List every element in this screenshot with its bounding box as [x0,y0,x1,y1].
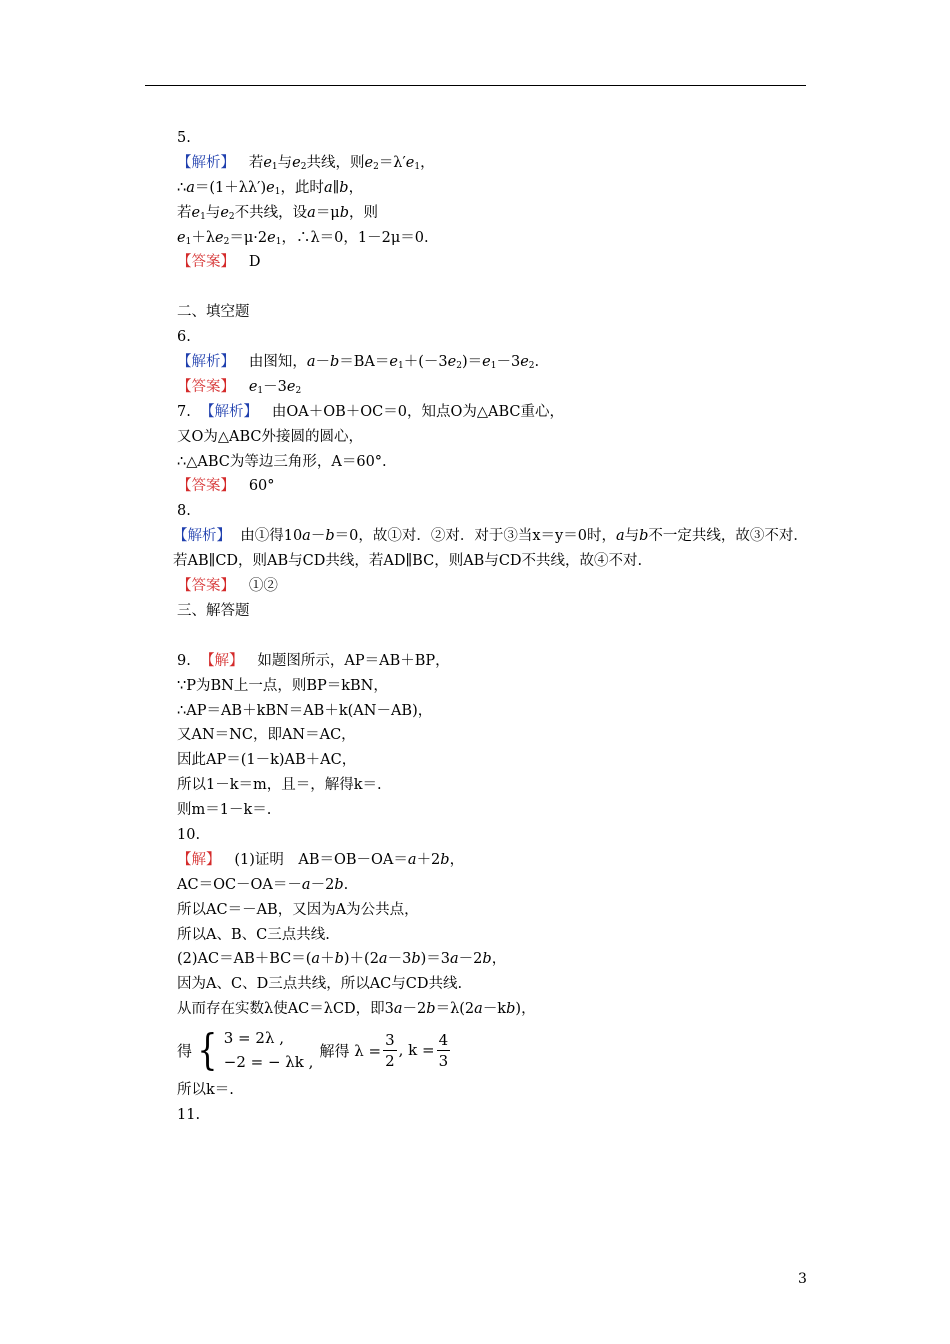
q10-line3: 所以AC＝－AB，又因为A为公共点， [177,901,419,918]
q9-line7: 则m＝1－k＝. [177,802,272,819]
q6-number: 6. [177,329,191,346]
q10-line2: AC＝OC－OA＝－a－2b. [177,876,349,893]
q10-line7: 从而存在实数λ使AC＝λCD，即3a－2b＝λ(2a－kb)， [177,1001,536,1018]
q10-line1: 【解】 (1)证明 AB＝OB－OA＝a＋2b， [177,851,465,868]
q10-number: 10. [177,826,201,843]
left-brace-icon: { [197,1025,218,1075]
q10-line6: 因为A、C、D三点共线，所以AC与CD共线. [177,976,463,993]
page-number: 3 [798,1271,807,1287]
q10-line4: 所以A、B、C三点共线. [177,926,330,943]
q5-analysis-line3: 若$e_1$与$e_2$不共线，设a＝μb，则 [177,204,379,222]
section-solutions: 三、解答题 [177,602,250,619]
q8-answer: 【答案】 ①② [177,578,278,595]
q10-line5: (2)AC＝AB＋BC＝(a＋b)＋(2a－3b)＝3a－2b， [177,951,507,968]
header-rule [145,85,806,86]
q6-analysis: 【解析】 由图知，$a-b=BA=e_1+(-3e_2)=e_1-3e_2$. [177,354,540,372]
q7-analysis-line1: 7. 【解析】 由OA＋OB＋OC＝0，知点O为△ABC重心， [177,403,565,420]
q7-answer: 【答案】 60° [177,478,275,495]
analysis-tag: 【解析】 [177,154,235,171]
q5-analysis-line2: $\therefore a=(1+\lambda\lambda')e_1$，此时a∥b， [177,179,364,197]
fraction-k: $\frac{4}{3}$ [438,1030,449,1070]
equation-1: 3 = 2λ , [223,1029,284,1048]
section-fill-in: 二、填空题 [177,304,250,321]
q5-number: 5. [177,130,191,146]
q9-line2: ∵P为BN上一点，则BP＝kBN， [177,677,388,694]
q9-line5: 因此AP＝(1－k)AB＋AC， [177,752,357,769]
q5-analysis-line1: 【解析】 若$e_1$与$e_2$共线，则$e_2=\lambda'e_1$， [177,154,435,172]
q9-line4: 又AN＝NC，即AN＝AC， [177,727,356,744]
q6-answer: 【答案】 $e_1-3e_2$ [177,378,302,396]
document-body [173,126,812,1128]
q8-number: 8. [177,503,191,520]
equation-2: −2 = − λk , [223,1053,314,1072]
q10-equation-system: 得 { 3 = 2λ , −2 = − λk , 解得 λ = $\frac{3}{2}$ , k = $\frac{4}{3}$ [177,1025,449,1075]
fraction-lambda: $\frac{3}{2}$ [385,1030,395,1070]
q5-answer: 【答案】 D [177,254,261,271]
q11-number: 11. [177,1106,201,1123]
q7-analysis-line3: ∴△ABC为等边三角形，A＝60°. [177,453,387,470]
answer-tag: 【答案】 [177,254,235,271]
q9-line3: ∴AP＝AB＋kBN＝AB＋k(AN－AB)， [177,702,433,719]
q10-line8: 所以k＝. [177,1082,234,1099]
q9-line1: 9. 【解】 如题图所示，AP＝AB＋BP， [177,652,450,669]
q7-analysis-line2: 又O为△ABC外接圆的圆心， [177,428,364,445]
q9-line6: 所以1－k＝m，且＝，解得k＝. [177,777,382,794]
q5-analysis-line4: $e_1+\lambda e_2=\mu\cdot 2e_1$，∴λ＝0，1－2μ＝0. [177,229,429,247]
q8-analysis: 【解析】 由①得10a－b＝0，故①对．②对．对于③当x＝y＝0时，a与b不一定共线，故③不对．若AB∥CD，则AB与CD共线，若AD∥BC，则AB与CD不共线，故④不对. [173,528,808,570]
